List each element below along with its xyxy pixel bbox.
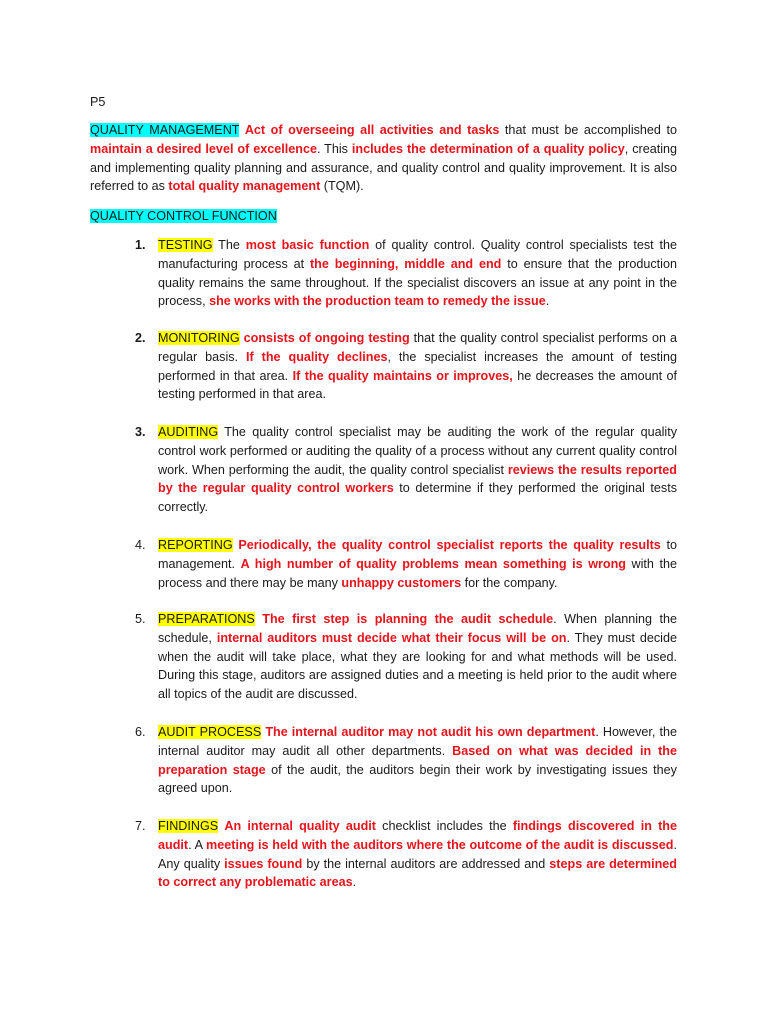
emphasis-text: she works with the production team to remedy the issue bbox=[209, 294, 546, 309]
list-item-auditing bbox=[135, 423, 678, 517]
item-text: The internal auditor may not audit his own department. However, the internal auditor may audit all other departments. Based on what was decided in the preparation stage of the audit, the auditors begin their work by investigating issues they agreed upon. bbox=[158, 725, 677, 796]
list-item-audit-process bbox=[135, 723, 677, 798]
emphasis-text: reviews the results reported by the regular quality control workers bbox=[158, 462, 677, 496]
item-term: REPORTING bbox=[158, 538, 233, 552]
page-tag: P5 bbox=[90, 95, 106, 109]
item-number: 7. bbox=[135, 819, 146, 833]
item-term: AUDITING bbox=[158, 425, 219, 439]
emphasis-text: steps are determined to correct any problematic areas bbox=[158, 856, 677, 890]
emphasis-text: If the quality declines bbox=[246, 349, 388, 364]
emphasis-text: total quality management bbox=[168, 179, 321, 194]
item-text: consists of ongoing testing that the quality control specialist performs on a regular basis. If the quality declines, the specialist increases the amount of testing performed in that area. If the quality maintains or improves, he decreases the amount of testing performed in that area. bbox=[158, 331, 678, 402]
emphasis-text: most basic function bbox=[245, 238, 370, 252]
intro-paragraph bbox=[90, 121, 677, 196]
list-item-reporting bbox=[135, 536, 677, 592]
intro-parts: Act of overseeing all activities and tasks that must be accomplished to maintain a desired level of excellence. This includes the determination of a quality policy, creating and implementing quality planning and assurance, and quality control and quality improvement. It is also referred to as total quality management (TQM). bbox=[90, 123, 678, 194]
emphasis-text: meeting is held with the auditors where the outcome of the audit is discussed bbox=[206, 837, 674, 852]
item-text: The quality control specialist may be auditing the work of the regular quality control work performed or auditing the quality of a process without any current quality control work. When performing the audit, the quality control specialist reviews the results reported by the regular quality control workers to determine if they performed the original tests correctly. bbox=[158, 425, 678, 515]
emphasis-text: findings discovered in the audit bbox=[158, 819, 678, 852]
emphasis-text: includes the determination of a quality policy bbox=[351, 141, 625, 156]
emphasis-text: Act of overseeing all activities and tasks bbox=[244, 123, 500, 137]
section-title-text: QUALITY CONTROL FUNCTION bbox=[90, 209, 277, 223]
list-item-preparations bbox=[135, 610, 678, 704]
item-text: Periodically, the quality control specialist reports the quality results to management. A high number of quality problems mean something is wrong with the process and there may be many unhappy customers for the company. bbox=[158, 538, 677, 590]
item-term: FINDINGS bbox=[158, 819, 219, 833]
list-item-testing bbox=[135, 236, 677, 311]
emphasis-text: the beginning, middle and end bbox=[309, 256, 502, 271]
item-text: An internal quality audit checklist includes the findings discovered in the audit. A meeting is held with the auditors where the outcome of the audit is discussed. Any quality issues found by the internal auditors are addressed and steps are determined to correct any problematic areas. bbox=[158, 819, 678, 890]
item-term: PREPARATIONS bbox=[158, 612, 255, 626]
emphasis-text: Based on what was decided in the preparation stage bbox=[158, 743, 677, 777]
item-number: 4. bbox=[135, 538, 146, 552]
item-text: The most basic function of quality control. Quality control specialists test the manufacturing process at the beginning, middle and end to ensure that the production quality remains the same throughout. If the specialist discovers an issue at any point in the process, she works with the production team to remedy the issue. bbox=[158, 238, 677, 309]
item-number: 6. bbox=[135, 725, 146, 739]
item-number: 3. bbox=[135, 425, 146, 439]
emphasis-text: unhappy customers bbox=[341, 575, 462, 590]
item-term: AUDIT PROCESS bbox=[158, 725, 262, 739]
emphasis-text: The internal auditor may not audit his own department bbox=[265, 725, 596, 739]
emphasis-text: issues found bbox=[224, 856, 303, 871]
list-item-findings bbox=[135, 817, 678, 892]
emphasis-text: Periodically, the quality control specialist reports the quality results bbox=[238, 538, 661, 552]
item-term: MONITORING bbox=[158, 331, 240, 345]
emphasis-text: maintain a desired level of excellence bbox=[90, 141, 317, 156]
emphasis-text: internal auditors must decide what their focus will be on bbox=[216, 630, 567, 645]
emphasis-text: A high number of quality problems mean something is wrong bbox=[240, 556, 626, 571]
section-title bbox=[90, 207, 277, 226]
emphasis-text: If the quality maintains or improves, bbox=[292, 368, 513, 383]
item-number: 1. bbox=[135, 238, 146, 252]
emphasis-text: The first step is planning the audit schedule bbox=[262, 612, 554, 626]
emphasis-text: consists of ongoing testing bbox=[243, 331, 410, 345]
list-item-monitoring bbox=[135, 329, 678, 404]
item-number: 2. bbox=[135, 331, 146, 345]
emphasis-text: An internal quality audit bbox=[224, 819, 376, 833]
intro-term: QUALITY MANAGEMENT bbox=[90, 123, 240, 137]
item-term: TESTING bbox=[158, 238, 213, 252]
item-text: The first step is planning the audit schedule. When planning the schedule, internal auditors must decide what their focus will be on. They must decide when the audit will take place, what they are looking for and what methods will be used. During this stage, auditors are assigned duties and a meeting is held prior to the audit where all topics of the audit are discussed. bbox=[158, 612, 678, 702]
item-number: 5. bbox=[135, 612, 146, 626]
